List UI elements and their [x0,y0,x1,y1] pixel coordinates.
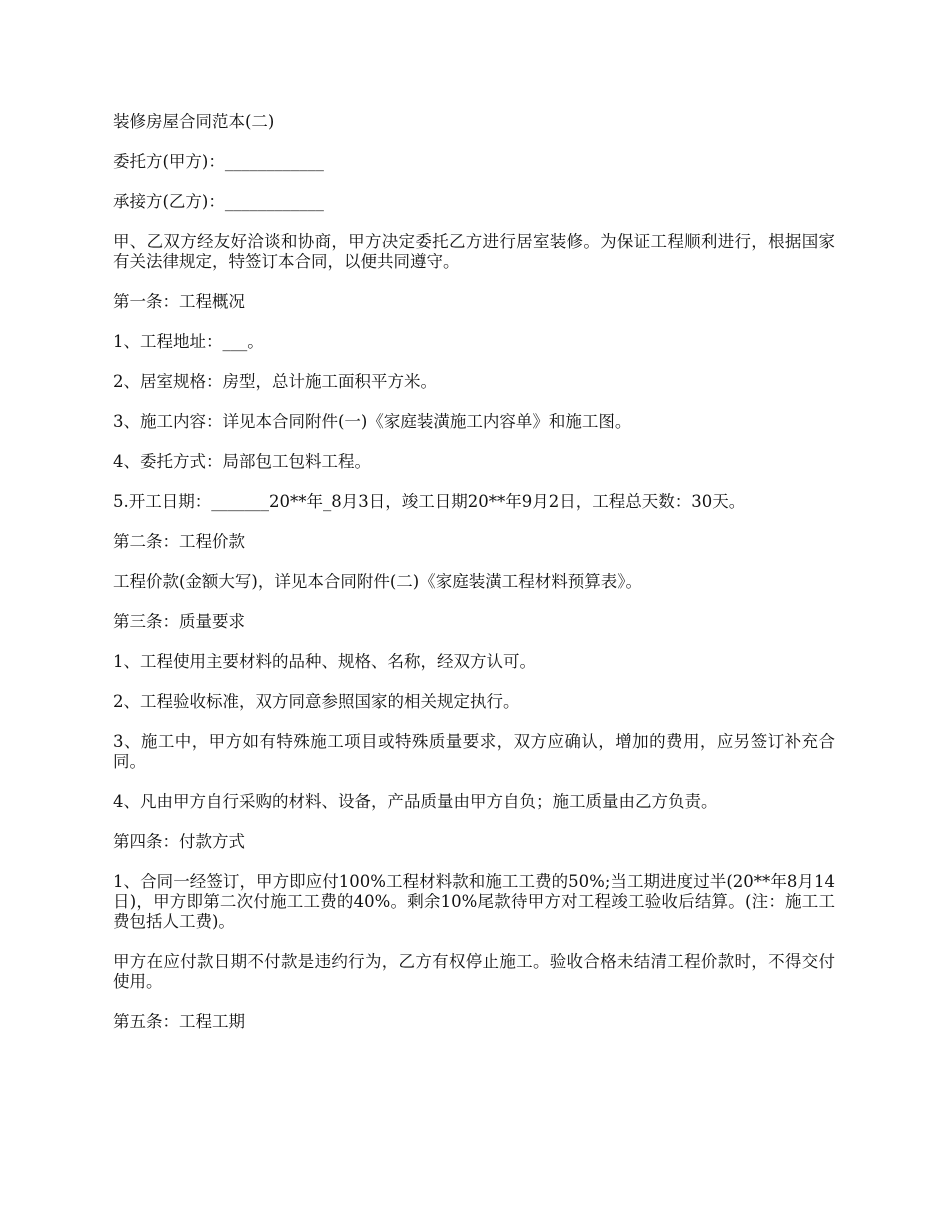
article-5-heading: 第五条：工程工期 [113,1012,245,1031]
article-1-item-5: 5.开工日期：_______20**年_8月3日，竣工日期20**年9月2日，工程总天数：30天。 [113,492,746,511]
article-1-item-2: 2、居室规格：房型，总计施工面积平方米。 [113,372,437,391]
article-2-text: 工程价款(金额大写)，详见本合同附件(二)《家庭装潢工程材料预算表》。 [113,572,642,591]
preamble-paragraph: 甲、乙双方经友好洽谈和协商，甲方决定委托乙方进行居室装修。为保证工程顺利进行，根据国家有关法律规定，特签订本合同，以便共同遵守。 [113,232,835,271]
article-2-heading: 第二条：工程价款 [113,532,245,551]
article-4-text: 甲方在应付款日期不付款是违约行为，乙方有权停止施工。验收合格未结清工程价款时，不得交付使用。 [113,952,835,991]
article-1-item-1: 1、工程地址：___。 [113,332,264,351]
article-4-heading: 第四条：付款方式 [113,832,245,851]
document-title: 装修房屋合同范本(二) [113,112,275,131]
party-b-line: 承接方(乙方)：____________ [113,192,324,211]
party-a-line: 委托方(甲方)：____________ [113,152,324,171]
article-1-item-3: 3、施工内容：详见本合同附件(一)《家庭装潢施工内容单》和施工图。 [113,412,632,431]
article-4-item-1: 1、合同一经签订，甲方即应付100%工程材料款和施工工费的50%;当工期进度过半(20**年8月14日)，甲方即第二次付施工工费的40%。剩余10%尾款待甲方对工程竣工验收后结算。(注：施工工费包括人工费)。 [113,872,835,931]
article-3-item-1: 1、工程使用主要材料的品种、规格、名称，经双方认可。 [113,652,536,671]
article-3-item-4: 4、凡由甲方自行采购的材料、设备，产品质量由甲方自负；施工质量由乙方负责。 [113,792,718,811]
article-3-item-3: 3、施工中，甲方如有特殊施工项目或特殊质量要求，双方应确认，增加的费用，应另签订补充合同。 [113,732,835,771]
article-1-heading: 第一条：工程概况 [113,292,245,311]
document-body [113,112,835,1052]
article-3-item-2: 2、工程验收标准，双方同意参照国家的相关规定执行。 [113,692,520,711]
article-3-heading: 第三条：质量要求 [113,612,245,631]
article-1-item-4: 4、委托方式：局部包工包料工程。 [113,452,371,471]
